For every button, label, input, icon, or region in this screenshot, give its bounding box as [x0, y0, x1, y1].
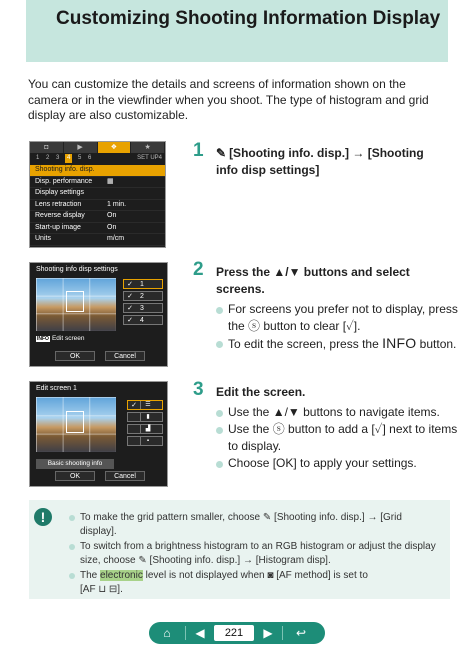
- home-icon[interactable]: ⌂: [163, 626, 171, 640]
- af-frame-icon: [66, 291, 84, 312]
- screen-item-label: 3: [140, 305, 144, 312]
- af-method-label: [AF ⊔ ⊟].: [80, 584, 123, 595]
- page-number-display: 221: [214, 625, 254, 641]
- tab-shooting-icon: ◘: [30, 142, 64, 153]
- step-number: 1: [193, 140, 204, 161]
- screen-item-label: 4: [140, 317, 144, 324]
- cancel-button: Cancel: [105, 471, 145, 481]
- menu-value: 1 min.: [107, 200, 127, 208]
- step-2: [193, 259, 468, 353]
- preview-image: [36, 278, 116, 331]
- wrench-icon: ✎: [138, 555, 147, 566]
- page-navigation: [149, 622, 325, 644]
- menu-item-display-settings: [30, 188, 165, 200]
- next-page-button[interactable]: ▶: [263, 626, 273, 640]
- note-text: [AF method] is set to: [276, 570, 368, 581]
- menu-label: Start-up image: [35, 223, 81, 231]
- menu-item-lens-retraction: [30, 200, 165, 212]
- info-label: Edit screen: [51, 335, 85, 342]
- note-item: [69, 511, 439, 539]
- note-text: [Shooting info. disp.] → [Grid display].: [80, 512, 402, 537]
- menu-label: Disp. performance: [35, 177, 93, 185]
- menu-label: Shooting info. disp.: [35, 166, 95, 173]
- bullet: [216, 301, 468, 335]
- menu-lines-icon: ☰: [140, 401, 155, 409]
- check-icon: ✓: [127, 281, 133, 288]
- note-text: To make the grid pattern smaller, choose: [80, 512, 261, 523]
- step-heading: [Shooting info. disp.] → [Shooting info disp settings]: [216, 146, 424, 177]
- edit-item: [127, 424, 163, 434]
- bullet: [216, 455, 468, 472]
- page-number: 5: [78, 155, 82, 161]
- info-edit-screen: [36, 335, 84, 342]
- tab-mymenu-icon: ★: [131, 142, 165, 153]
- back-button[interactable]: ↩: [295, 626, 307, 640]
- menu-item-disp-performance: [30, 177, 165, 189]
- bullet-text: button.: [416, 337, 457, 351]
- preview-image: [36, 397, 116, 452]
- bullet-text: Choose [OK] to apply your settings.: [228, 456, 417, 470]
- af-frame-icon: [66, 411, 84, 433]
- note-box: [29, 500, 450, 599]
- note-text: [Shooting info. disp.] → [Histogram disp].: [149, 555, 331, 566]
- bullet-text: To edit the screen, press the: [228, 337, 379, 351]
- camera-screen-edit-screen: [29, 381, 168, 487]
- step-number: 2: [193, 259, 204, 280]
- highlighted-word: electronic: [100, 570, 143, 581]
- wrench-icon: ✎: [262, 512, 272, 523]
- screen-item-label: 2: [140, 293, 144, 300]
- page-title: Customizing Shooting Information Display: [56, 8, 441, 29]
- info-button-icon: INFO: [37, 335, 49, 342]
- screen-title: Edit screen 1: [36, 385, 77, 392]
- basic-shooting-info: Basic shooting info: [36, 459, 114, 469]
- note-item: [69, 569, 439, 597]
- menu-value: ▦: [107, 177, 114, 185]
- bullet-text: Use the ▲/▼ buttons to navigate items.: [228, 405, 440, 419]
- screen-title: Shooting info disp settings: [36, 266, 118, 273]
- bullet: [216, 404, 468, 421]
- check-icon: ✓: [127, 293, 133, 300]
- page-header: [26, 0, 448, 62]
- menu-value: On: [107, 212, 117, 219]
- menu-label: Reverse display: [35, 212, 85, 219]
- menu-label: Lens retraction: [35, 200, 82, 208]
- edit-item: [127, 412, 163, 422]
- bullet-text: For screens you prefer not to display, press the ⓢ button to clear [✓].: [228, 302, 458, 333]
- menu-value: On: [107, 223, 117, 231]
- menu-label: Units: [35, 235, 51, 242]
- step-1: [193, 140, 444, 179]
- note-text: level is not displayed when: [145, 570, 265, 581]
- step-heading: Edit the screen.: [216, 385, 306, 399]
- camera-icon: ◙: [267, 570, 274, 581]
- ok-button: OK: [55, 471, 95, 481]
- note-text: The: [80, 570, 98, 581]
- page-number: 1: [36, 155, 40, 161]
- menu-label: Display settings: [35, 189, 85, 196]
- histogram-icon: ▟: [140, 425, 155, 433]
- page-number-active: 4: [67, 155, 71, 161]
- tab-setup-icon: ❖: [98, 142, 132, 153]
- bullet: [216, 421, 468, 455]
- camera-screen-setup-menu: [29, 141, 166, 248]
- bullet-text: Use the ⓢ button to add a [✓] next to items to display.: [228, 422, 458, 453]
- edit-item: [127, 400, 163, 410]
- cancel-button: Cancel: [105, 351, 145, 361]
- screen-item: [123, 291, 163, 301]
- intro-paragraph: You can customize the details and screens of information shown on the camera or in the viewfinder when you shoot. The type of histogram and grid display are also customizable.: [28, 77, 429, 122]
- setup-label: SET UP4: [137, 155, 162, 161]
- edit-item: [127, 436, 163, 446]
- page-number: 6: [88, 155, 92, 161]
- menu-value: m/cm: [107, 235, 125, 242]
- bullet: [216, 335, 468, 353]
- note-item: [69, 540, 439, 568]
- screen-item-label: 1: [140, 281, 144, 288]
- camera-screen-info-disp-settings: [29, 262, 168, 367]
- screen-item: [123, 279, 163, 289]
- check-icon: ✓: [127, 317, 133, 324]
- note-text: To switch from a brightness histogram to an RGB histogram or adjust the display size, choose: [80, 541, 436, 566]
- step-number: 3: [193, 379, 204, 400]
- tab-playback-icon: ▶: [64, 142, 98, 153]
- menu-item-reverse-display: [30, 211, 165, 223]
- af-icon: ▪: [140, 437, 155, 445]
- wrench-icon: ✎: [216, 146, 227, 160]
- caution-icon: !: [34, 508, 52, 526]
- check-icon: ✓: [131, 402, 137, 409]
- prev-page-button[interactable]: ◀: [195, 626, 205, 640]
- page-number: 3: [56, 155, 60, 161]
- step-heading: Press the ▲/▼ buttons and select screens.: [216, 265, 410, 296]
- menu-item-shooting-info-disp: [30, 165, 165, 177]
- page-number: 2: [46, 155, 50, 161]
- step-3: [193, 379, 468, 472]
- menu-item-start-up-image: [30, 223, 165, 235]
- check-icon: ✓: [127, 305, 133, 312]
- ok-button: OK: [55, 351, 95, 361]
- battery-icon: ▮: [140, 413, 155, 421]
- screen-item: [123, 303, 163, 313]
- info-button-label: INFO: [382, 335, 417, 351]
- screen-item: [123, 315, 163, 325]
- menu-item-units: [30, 234, 165, 246]
